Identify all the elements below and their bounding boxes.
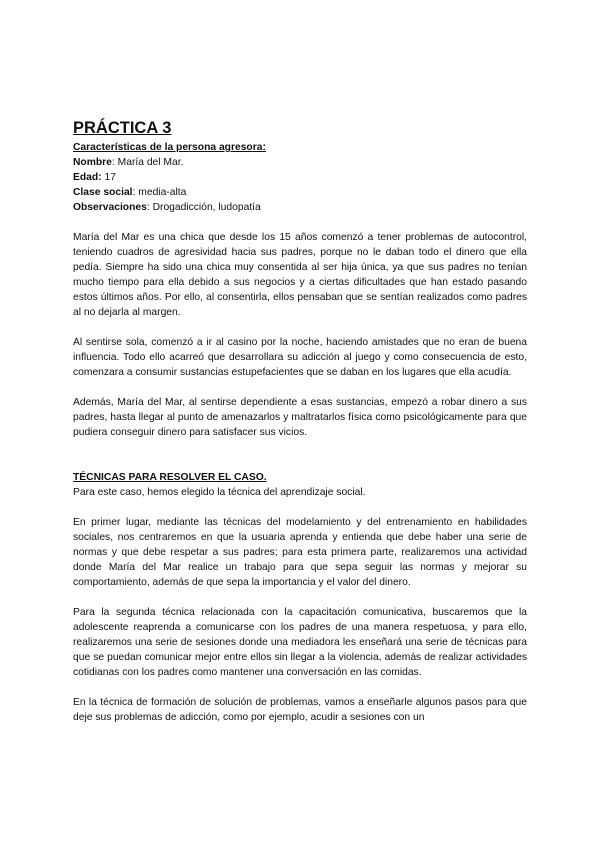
field-label: Nombre (73, 157, 112, 168)
technique-paragraph-1: En primer lugar, mediante las técnicas del modelamiento y del entrenamiento en habilidades sociales, nos centraremos en que la usuaria aprenda y entienda que debe haber una serie de normas y que debe respetar a sus padres; para esta primera parte, realizaremos una actividad donde María del Mar realice un trabajo para que sepa seguir las normas y mejorar su comportamiento, además de que sepa la importancia y el valor del dinero. (73, 517, 527, 588)
case-paragraph-3: Además, María del Mar, al sentirse dependiente a esas sustancias, empezó a robar dinero a sus padres, hasta llegar al punto de amenazarlos y maltratarlos física como psicológicamente para que pudiera conseguir dinero para satisfacer sus vicios. (73, 397, 527, 438)
field-label: Clase social (73, 187, 133, 198)
field-value: María del Mar. (117, 157, 184, 168)
field-observations (73, 200, 527, 215)
field-separator: : (111, 157, 118, 168)
technique-paragraph-2: Para la segunda técnica relacionada con la capacitación comunicativa, buscaremos que la adolescente reaprenda a comunicarse con los padres de una manera respetuosa, y para ello, realizaremos una serie de sesiones donde una mediadora les enseñará una serie de técnicas para que se puedan comunicar mejor entre ellos sin llegar a la violencia, además de realizar actividades cotidianas con los padres como mantener una conversación en las comidas. (73, 607, 527, 678)
techniques-heading: TÉCNICAS PARA RESOLVER EL CASO. (73, 472, 267, 483)
field-name (73, 155, 527, 170)
case-paragraph-2: Al sentirse sola, comenzó a ir al casino por la noche, haciendo amistades que no eran de buena influencia. Todo ello acarreó que desarrollara su adicción al juego y como consecuencia de esto, comenzara a consumir sustancias estupefacientes que se daban en los lugares que ella acudía. (73, 337, 527, 378)
techniques-intro: Para este caso, hemos elegido la técnica del aprendizaje social. (73, 487, 366, 498)
page-title: PRÁCTICA 3 (73, 119, 172, 137)
aggressor-heading: Características de la persona agresora: (73, 142, 266, 153)
field-value: media-alta (138, 187, 187, 198)
field-social-class (73, 185, 527, 200)
document-page (73, 118, 527, 725)
field-value: 17 (104, 172, 116, 183)
field-label: Observaciones (73, 202, 147, 213)
field-separator: : (132, 187, 139, 198)
field-label: Edad: (73, 172, 102, 183)
technique-paragraph-3: En la técnica de formación de solución de problemas, vamos a enseñarle algunos pasos para que deje sus problemas de adicción, como por ejemplo, acudir a sesiones con un (73, 697, 527, 723)
case-paragraph-1: María del Mar es una chica que desde los 15 años comenzó a tener problemas de autocontrol, teniendo cuadros de agresividad hacia sus padres, porque no le daban todo el dinero que ella pedía. Siempre ha sido una chica muy consentida al ser hija única, ya que sus padres no tenían mucho tiempo para ella debido a sus negocios y a ciertas dificultades que han estado pasando estos últimos años. Por ello, al consentirla, ellos pensaban que se sentían realizados como padres al no dejarla al margen. (73, 232, 527, 318)
field-separator: : (146, 202, 153, 213)
field-age (73, 170, 527, 185)
field-value: Drogadicción, ludopatía (152, 202, 261, 213)
